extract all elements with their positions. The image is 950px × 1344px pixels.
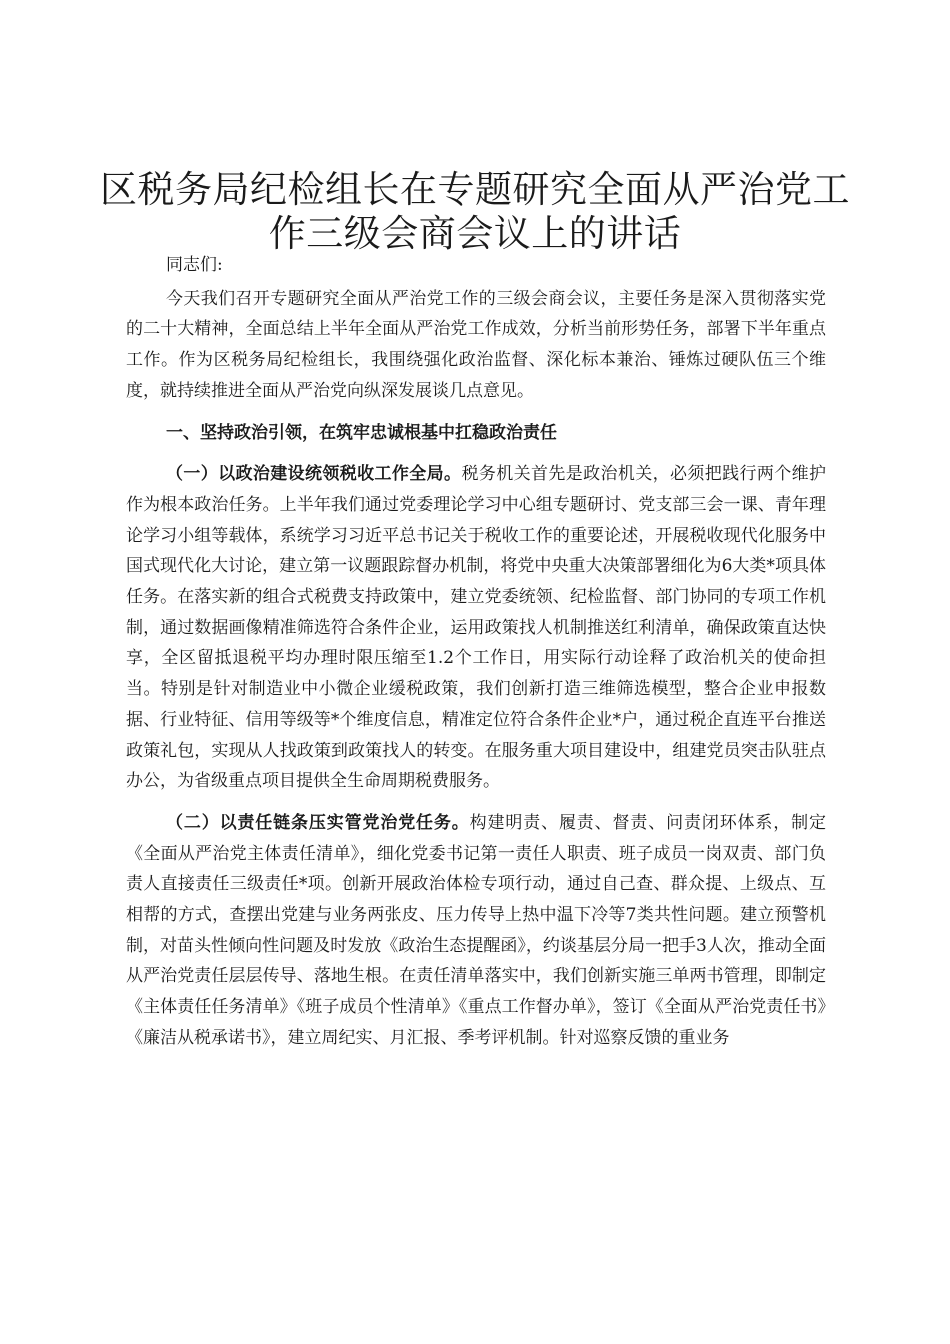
salutation: 同志们:: [166, 255, 223, 275]
subsection-lead-2: （二）以责任链条压实管党治党任务。: [166, 812, 470, 833]
subsection-paragraph-2: [126, 808, 826, 1054]
document-title: [90, 168, 860, 256]
section-heading-1: 一、坚持政治引领，在筑牢忠诚根基中扛稳政治责任: [166, 422, 557, 443]
intro-paragraph: 今天我们召开专题研究全面从严治党工作的三级会商会议，主要任务是深入贯彻落实党的二十大精神，全面总结上半年全面从严治党工作成效，分析当前形势任务，部署下半年重点工作。作为区税务局纪检组长，我围绕强化政治监督、深化标本兼治、锤炼过硬队伍三个维度，就持续推进全面从严治党向纵深发展谈几点意见。: [126, 288, 826, 401]
subsection-paragraph-1: [126, 459, 826, 797]
document-body: [126, 250, 826, 1054]
title-line-2: 作三级会商会议上的讲话: [268, 212, 682, 255]
subsection-text-1: 税务机关首先是政治机关，必须把践行两个维护作为根本政治任务。上半年我们通过党委理论学习中心组专题研讨、党支部三会一课、青年理论学习小组等载体，系统学习习近平总书记关于税收工作的重要论述，开展税收现代化服务中国式现代化大讨论，建立第一议题跟踪督办机制，将党中央重大决策部署细化为6大类*项具体任务。在落实新的组合式税费支持政策中，建立党委统领、纪检监督、部门协同的专项工作机制，通过数据画像精准筛选符合条件企业，运用政策找人机制推送红利清单，确保政策直达快享，全区留抵退税平均办理时限压缩至1.2个工作日，用实际行动诠释了政治机关的使命担当。特别是针对制造业中小微企业缓税政策，我们创新打造三维筛选模型，整合企业申报数据、行业特征、信用等级等*个维度信息，精准定位符合条件企业*户，通过税企直连平台推送政策礼包，实现从人找政策到政策找人的转变。在服务重大项目建设中，组建党员突击队驻点办公，为省级重点项目提供全生命周期税费服务。: [126, 464, 827, 792]
subsection-lead-1: （一）以政治建设统领税收工作全局。: [166, 464, 462, 485]
title-line-1: 区税务局纪检组长在专题研究全面从严治党工: [100, 168, 850, 211]
subsection-text-2: 构建明责、履责、督责、问责闭环体系，制定《全面从严治党主体责任清单》，细化党委书记第一责任人职责、班子成员一岗双责、部门负责人直接责任三级责任*项。创新开展政治体检专项行动，通过自己查、群众提、上级点、互相帮的方式，查摆出党建与业务两张皮、压力传导上热中温下冷等7类共性问题。建立预警机制，对苗头性倾向性问题及时发放《政治生态提醒函》，约谈基层分局一把手3人次，推动全面从严治党责任层层传导、落地生根。在责任清单落实中，我们创新实施三单两书管理，即制定《主体责任任务清单》《班子成员个性清单》《重点工作督办单》，签订《全面从严治党责任书》《廉洁从税承诺书》，建立周纪实、月汇报、季考评机制。针对巡察反馈的重业务: [126, 812, 827, 1048]
